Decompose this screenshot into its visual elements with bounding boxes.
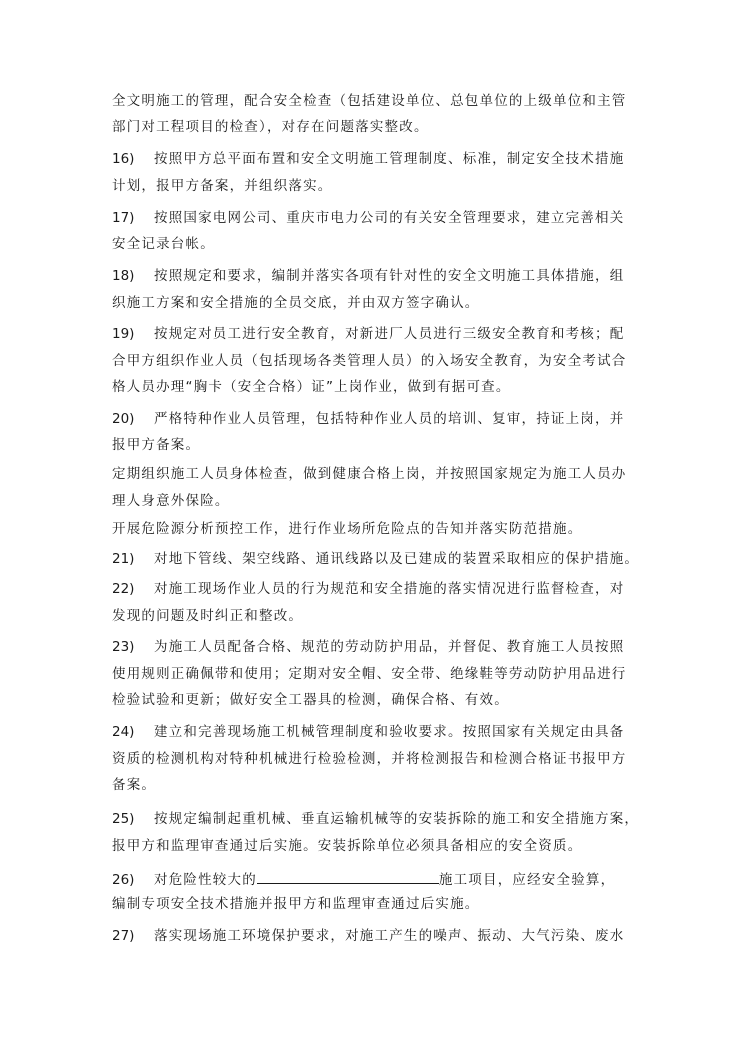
item-number: 22) — [112, 581, 135, 597]
text-line — [112, 177, 642, 195]
list-item-26 — [112, 869, 642, 889]
line-text: 按照甲方总平面布置和安全文明施工管理制度、标准，制定安全技术措施 — [154, 151, 625, 167]
line-text: 理人身意外保险。 — [112, 493, 230, 509]
fill-in-blank — [257, 869, 439, 884]
line-text: 对危险性较大的 — [154, 872, 257, 888]
line-text: 备案。 — [112, 777, 157, 793]
text-line — [112, 665, 642, 683]
list-item-17 — [112, 209, 642, 227]
item-number: 21) — [112, 551, 135, 567]
item-number: 26) — [112, 872, 135, 888]
line-text: 格人员办理“胸卡（安全合格）证”上岗作业，做到有据可查。 — [112, 379, 511, 395]
line-text: 按照国家电网公司、重庆市电力公司的有关安全管理要求，建立完善相关 — [154, 210, 625, 226]
list-item-19 — [112, 325, 642, 343]
item-number: 24) — [112, 724, 135, 740]
line-text: 对地下管线、架空线路、通讯线路以及已建成的装置采取相应的保护措施。 — [154, 551, 640, 567]
line-text: 检验试验和更新；做好安全工器具的检测，确保合格、有效。 — [112, 692, 509, 708]
item-number: 16) — [112, 151, 135, 167]
text-line — [112, 837, 642, 855]
line-text: 使用规则正确佩带和使用；定期对安全帽、安全带、绝缘鞋等劳动防护用品进行 — [112, 666, 627, 682]
item-number: 25) — [112, 811, 135, 827]
line-text: 开展危险源分析预控工作，进行作业场所危险点的告知并落实防范措施。 — [112, 521, 583, 537]
text-line — [112, 492, 642, 510]
line-text: 发现的问题及时纠正和整改。 — [112, 608, 304, 624]
text-line — [112, 118, 642, 136]
item-number: 23) — [112, 639, 135, 655]
line-text: 织施工方案和安全措施的全员交底，并由双方签字确认。 — [112, 295, 480, 311]
line-text: 落实现场施工环境保护要求，对施工产生的噪声、振动、大气污染、废水 — [154, 928, 625, 944]
line-text: 计划，报甲方备案，并组织落实。 — [112, 178, 333, 194]
line-text: 严格特种作业人员管理，包括特种作业人员的培训、复审，持证上岗，并 — [154, 411, 625, 427]
line-text: 对施工现场作业人员的行为规范和安全措施的落实情况进行监督检查，对 — [154, 581, 625, 597]
item-number: 19) — [112, 326, 135, 342]
text-line — [112, 691, 642, 709]
item-number: 20) — [112, 411, 135, 427]
line-text: 合甲方组织作业人员（包括现场各类管理人员）的入场安全教育，为安全考试合 — [112, 353, 627, 369]
line-text: 按规定对员工进行安全教育，对新进厂人员进行三级安全教育和考核；配 — [154, 326, 625, 342]
list-item-20 — [112, 410, 642, 428]
list-item-27 — [112, 927, 642, 945]
list-item-18 — [112, 267, 642, 285]
line-text: 为施工人员配备合格、规范的劳动防护用品，并督促、教育施工人员按照 — [154, 639, 625, 655]
list-item-16 — [112, 150, 642, 168]
text-line — [112, 294, 642, 312]
line-text: 全文明施工的管理，配合安全检查（包括建设单位、总包单位的上级单位和主管 — [112, 93, 627, 109]
text-line — [112, 378, 642, 396]
list-item-21 — [112, 550, 642, 568]
text-line — [112, 895, 642, 913]
text-line — [112, 465, 642, 483]
line-text: 资质的检测机构对特种机械进行检验检测，并将检测报告和检测合格证书报甲方 — [112, 751, 627, 767]
item-number: 18) — [112, 268, 135, 284]
line-text: 施工项目，应经安全验算， — [438, 872, 616, 888]
list-item-23 — [112, 638, 642, 656]
list-item-22 — [112, 580, 642, 598]
text-line — [112, 776, 642, 794]
text-line — [112, 607, 642, 625]
line-text: 部门对工程项目的检查），对存在问题落实整改。 — [112, 119, 429, 135]
text-line — [112, 92, 642, 110]
text-line — [112, 436, 642, 454]
text-line — [112, 352, 642, 370]
line-text: 建立和完善现场施工机械管理制度和验收要求。按照国家有关规定由具备 — [154, 724, 625, 740]
item-number: 27) — [112, 928, 135, 944]
line-text: 报甲方和监理审查通过后实施。安装拆除单位必须具备相应的安全资质。 — [112, 838, 583, 854]
list-item-24 — [112, 723, 642, 741]
line-text: 按规定编制起重机械、垂直运输机械等的安装拆除的施工和安全措施方案， — [154, 811, 640, 827]
text-line — [112, 750, 642, 768]
line-text: 安全记录台帐。 — [112, 236, 215, 252]
line-text: 编制专项安全技术措施并报甲方和监理审查通过后实施。 — [112, 896, 480, 912]
text-line — [112, 235, 642, 253]
line-text: 按照规定和要求，编制并落实各项有针对性的安全文明施工具体措施，组 — [154, 268, 625, 284]
list-item-25 — [112, 810, 642, 828]
line-text: 定期组织施工人员身体检查，做到健康合格上岗，并按照国家规定为施工人员办 — [112, 466, 627, 482]
text-line — [112, 520, 642, 538]
item-number: 17) — [112, 210, 135, 226]
line-text: 报甲方备案。 — [112, 437, 201, 453]
